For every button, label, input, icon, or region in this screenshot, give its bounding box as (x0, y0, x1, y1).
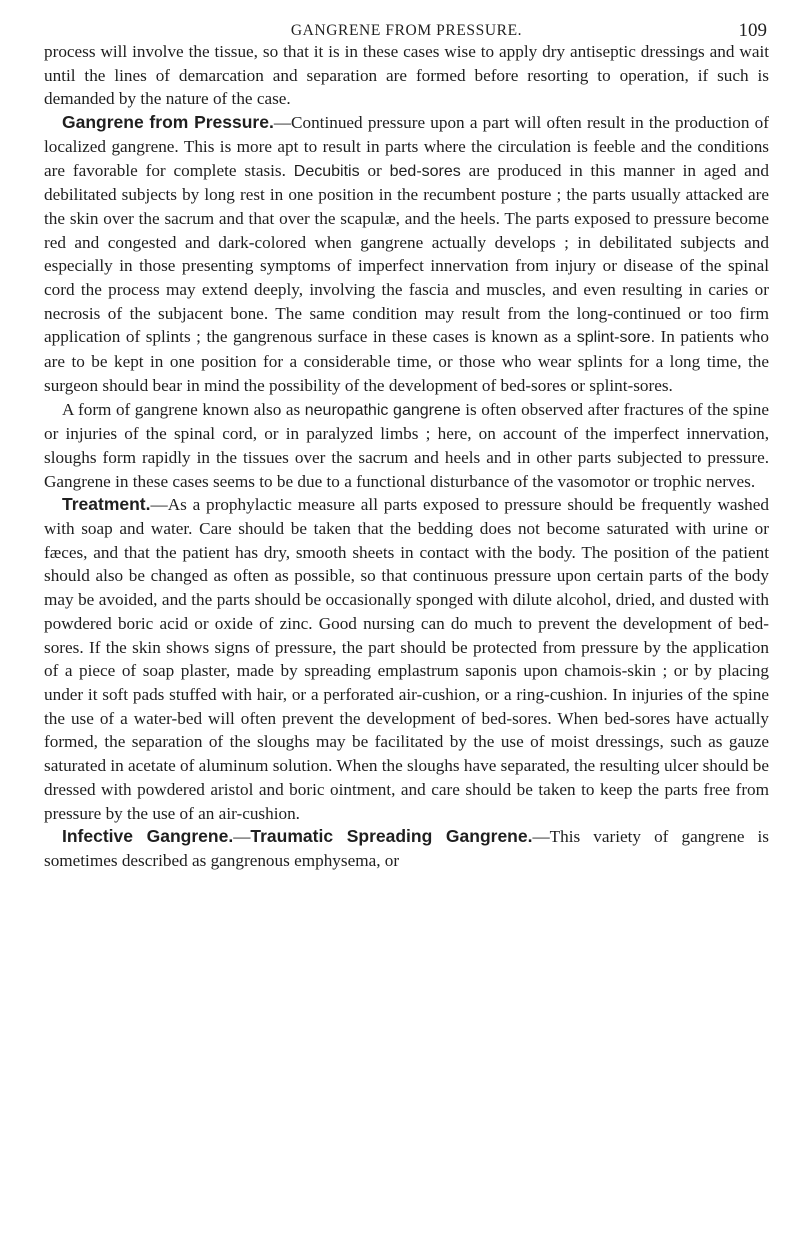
term: Decubitis (293, 162, 360, 180)
subsection-heading: Traumatic Spreading Gangrene. (250, 826, 533, 847)
paragraph-text: —As a prophylactic measure all parts exposed to pressure should be frequently washed with soap and water. Care should be taken that the bedding does not become saturated with urine or fæces, and that the patient has dry, smooth sheets in contact with the body. The position of the patient should also be changed as often as possible, so that continuous pressure upon certain parts of the body may be avoided, and the parts should be occasionally sponged with dilute alcohol, dried, and dusted with powdered boric acid or oxide of zinc. Good nursing can do much to prevent the development of bed-sores. If the skin shows signs of pressure, the part should be protected from pressure by the application of a piece of soap plaster, made by spreading emplastrum saponis upon chamois-skin ; or by placing under it soft pads stuffed with hair, or a perforated air-cushion, or a ring-cushion. In injuries of the spine the use of a water-bed will often prevent the development of bed-sores. When bed-sores have actually formed, the separation of the sloughs may be facilitated by the use of moist dressings, such as gauze saturated in acetate of aluminum solution. When the sloughs have separated, the resulting ulcer should be dressed with powdered aristol and boric ointment, and care should be taken to keep the parts free from pressure by the use of an air-cushion. (44, 495, 769, 823)
section-heading: Gangrene from Pressure. (62, 112, 274, 133)
paragraph-text: In patients who are to be kept in one position for a considerable time, or those who wear splints for a long time, the surgeon should bear in mind the possibility of the development of bed-sores or splint-sores. (44, 327, 769, 395)
page-number: 109 (738, 20, 767, 41)
paragraph-text: —Continued pressure upon a part will often result in the production of localized gangrene. This is more apt to result in parts where the circulation is feeble and the conditions are favorable for complete stasis. (44, 113, 769, 180)
paragraph-text: —This variety of gangrene is sometimes described as gangrenous emphysema, or (44, 827, 769, 870)
term: neuropathic gangrene (304, 401, 461, 419)
section-heading: Infective Gangrene. (62, 826, 234, 847)
paragraph-infective-gangrene (44, 825, 769, 872)
paragraph-text: are produced in this manner in aged and debilitated subjects by long rest in one position in the recumbent posture ; the parts usually attacked are the skin over the sacrum and that over the scapulæ, and the heels. The parts exposed to pressure become red and congested and dark-colored when gangrene actually develops ; in debilitated subjects and especially in those presenting symptoms of imperfect innervation from injury or disease of the spinal cord the process may extend deeply, involving the fascia and muscles, and even resulting in caries or necrosis of the subjacent bone. The same condition may result from the long-continued or too firm application of splints ; the gangrenous surface in these cases is known as a (44, 160, 769, 347)
running-header (44, 0, 769, 40)
dash: — (233, 827, 251, 847)
paragraph-gangrene-from-pressure (44, 111, 769, 397)
paragraph-treatment (44, 493, 769, 825)
paragraph-continuation (44, 40, 769, 111)
paragraph-text: process will involve the tissue, so that it is in these cases wise to apply dry antiseptic dressings and wait until the lines of demarcation and separation are formed before resorting to operation, if such is demanded by the nature of the case. (44, 42, 769, 109)
running-title: GANGRENE FROM PRESSURE. (290, 22, 523, 39)
term: bed-sores (389, 162, 461, 180)
paragraph-neuropathic-gangrene (44, 398, 769, 494)
paragraph-text: is often observed after fractures of the spine or injuries of the spinal cord, or in paralyzed limbs ; here, on account of the imperfect innervation, sloughs form rapidly in the tissues over the sacrum and heels and in other parts subjected to pressure. Gangrene in these cases seems to be due to a functional disturbance of the vasomotor or trophic nerves. (44, 399, 769, 491)
section-heading: Treatment. (62, 494, 151, 515)
paragraph-text: A form of gangrene known also as (62, 399, 305, 419)
paragraph-text: or (359, 160, 390, 180)
book-page (44, 0, 769, 1243)
term: splint-sore. (576, 329, 656, 347)
body-text (44, 40, 769, 873)
